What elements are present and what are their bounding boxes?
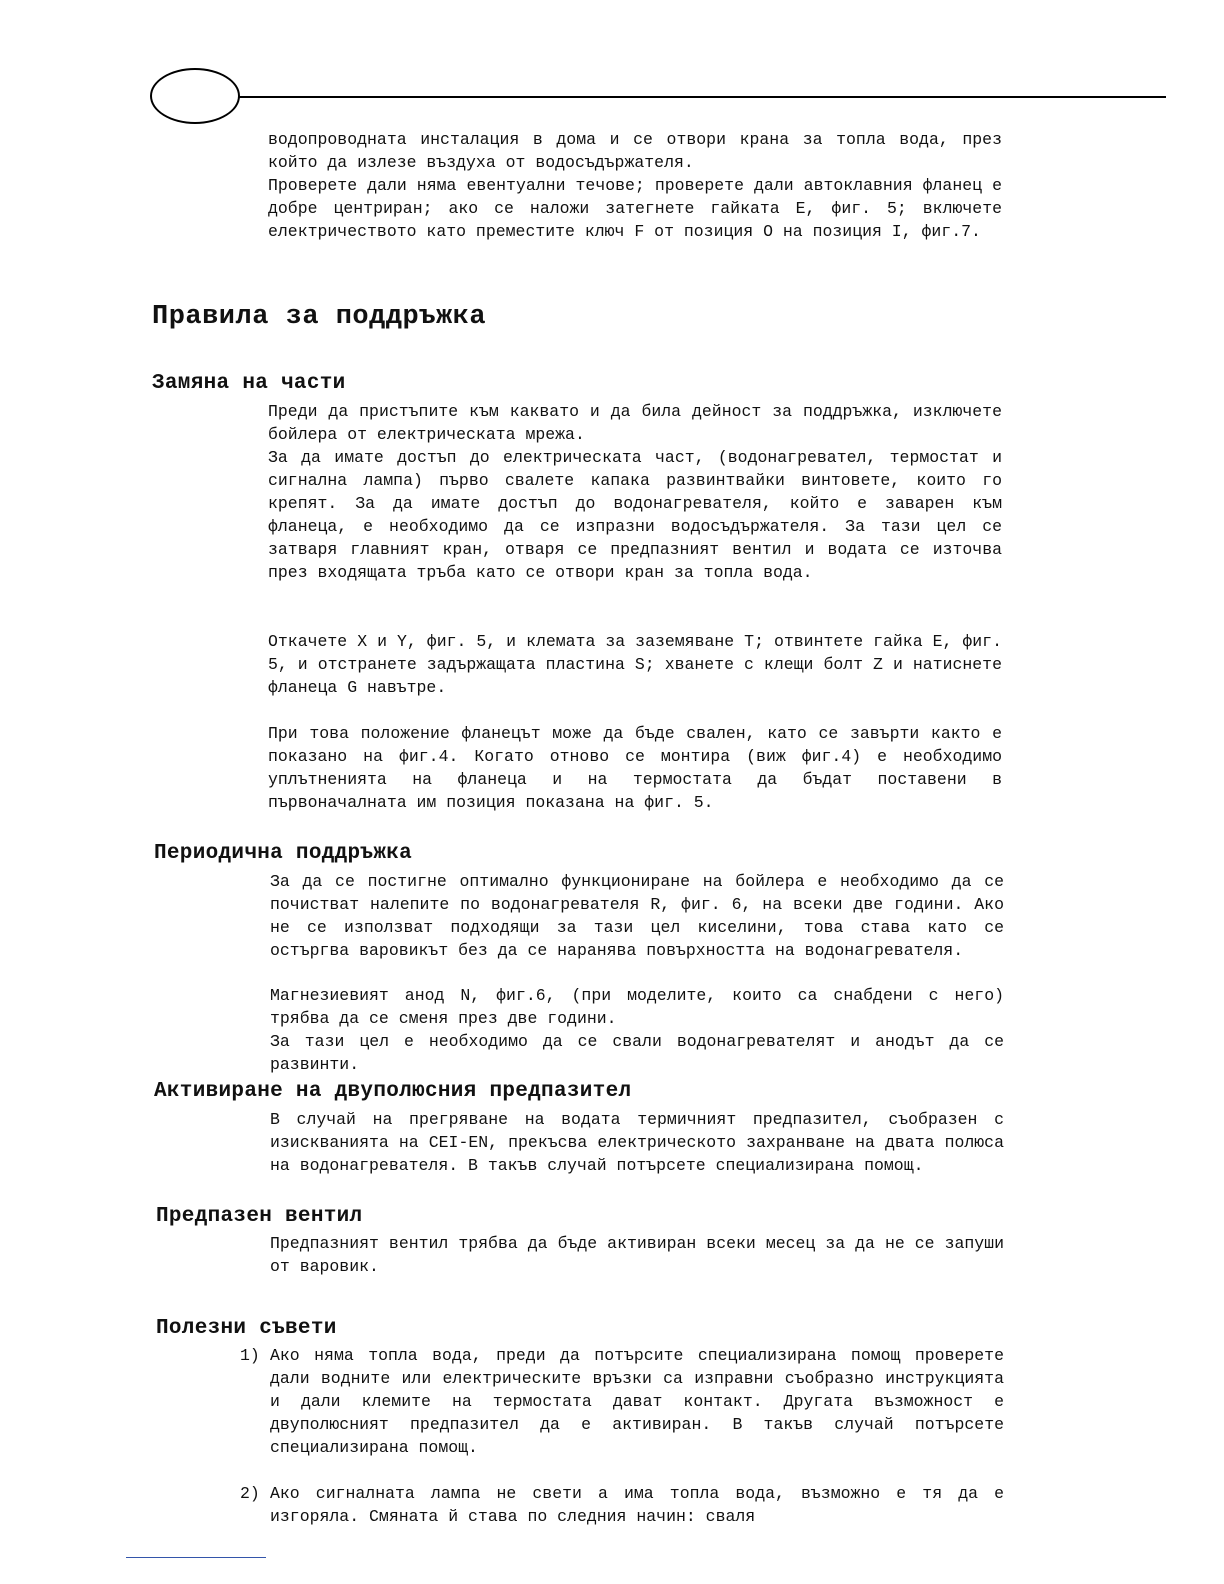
section-title-tips: Полезни съвети <box>156 1317 337 1340</box>
replace-paragraph-3: Откачете X и Y, фиг. 5, и клемата за заземяване T; отвинтете гайка E, фиг. 5, и отстранете задържащата пластина S; хванете с клещи болт Z и натиснете фланеца G навътре. <box>268 632 1002 697</box>
section-title-replace: Замяна на части <box>152 372 346 395</box>
periodic-paragraph-3: За тази цел е необходимо да се свали водонагревателят и анодът да се развинти. <box>270 1032 1004 1074</box>
periodic-paragraph-2: Магнезиевият анод N, фиг.6, (при моделите, които са снабдени с него) трябва да се сменя през две години. <box>270 986 1004 1028</box>
intro-paragraph-2: Проверете дали няма евентуални течове; проверете дали автоклавния фланец е добре центриран; ако се наложи затегнете гайката E, фиг. 5; включете електричеството като преместите ключ F от позиция O на позиция I, фиг.7. <box>268 176 1002 241</box>
periodic-paragraph-1: За да се постигне оптимално функциониране на бойлера е необходимо да се почистват налепите по водонагревателя R, фиг. 6, на всеки две години. Ако не се използват подходящи за тази цел киселини, това става като се остъргва варовикът без да се наранява повърхността на водонагревателя. <box>270 872 1004 960</box>
fuse-paragraph-1: В случай на прегряване на водата термичният предпазител, съобразен с изискванията на CEI-EN, прекъсва електрическото захранване на двата полюса на водонагревателя. В такъв случай потърсете специализирана помощ. <box>270 1110 1004 1175</box>
section-title-periodic: Периодична поддръжка <box>154 842 413 865</box>
main-heading: Правила за поддръжка <box>152 302 487 332</box>
list-item-text: Ако сигналната лампа не свети а има топла вода, възможно е тя да е изгоряла. Смяната й става по следния начин: сваля <box>270 1484 1004 1526</box>
section-title-valve: Предпазен вентил <box>156 1205 363 1228</box>
replace-paragraph-1: Преди да пристъпите към каквато и да била дейност за поддръжка, изключете бойлера от електрическата мрежа. <box>268 402 1002 444</box>
section-title-fuse: Активиране на двуполюсния предпазител <box>154 1080 632 1103</box>
page-number-badge <box>150 68 240 124</box>
header-rule <box>238 96 1166 98</box>
list-item-number: 1) <box>240 1346 260 1365</box>
replace-paragraph-4: При това положение фланецът може да бъде свален, като се завърти както е показано на фиг.4. Когато отново се монтира (виж фиг.4) е необходимо уплътненията на фланеца и на термостата да бъдат поставени в първоначалната им позиция показана на фиг. 5. <box>268 724 1002 812</box>
footnote-rule <box>126 1557 266 1558</box>
list-item-number: 2) <box>240 1484 260 1503</box>
replace-paragraph-2: За да имате достъп до електрическата част, (водонагревател, термостат и сигнална лампа) първо свалете капака развинтвайки винтовете, които го крепят. За да имате достъп до водонагревателя, който е заварен към фланеца, е необходимо да се изпразни водосъдържателя. За тази цел се затваря главният кран, отваря се предпазният вентил и водата се източва през входящата тръба като се отвори кран за топла вода. <box>268 448 1002 582</box>
valve-paragraph-1: Предпазният вентил трябва да бъде активиран всеки месец за да не се запуши от варовик. <box>270 1234 1004 1276</box>
list-item-text: Ако няма топла вода, преди да потърсите специализирана помощ проверете дали водните или електрическите връзки са изправни съобразно инструкцията и дали клемите на термостата дават контакт. Другата възможност е двуполюсният предпазител да е активиран. В такъв случай потърсете специализирана помощ. <box>270 1346 1004 1457</box>
intro-paragraph-1: водопроводната инсталация в дома и се отвори крана за топла вода, през който да излезе въздуха от водосъдържателя. <box>268 130 1002 172</box>
